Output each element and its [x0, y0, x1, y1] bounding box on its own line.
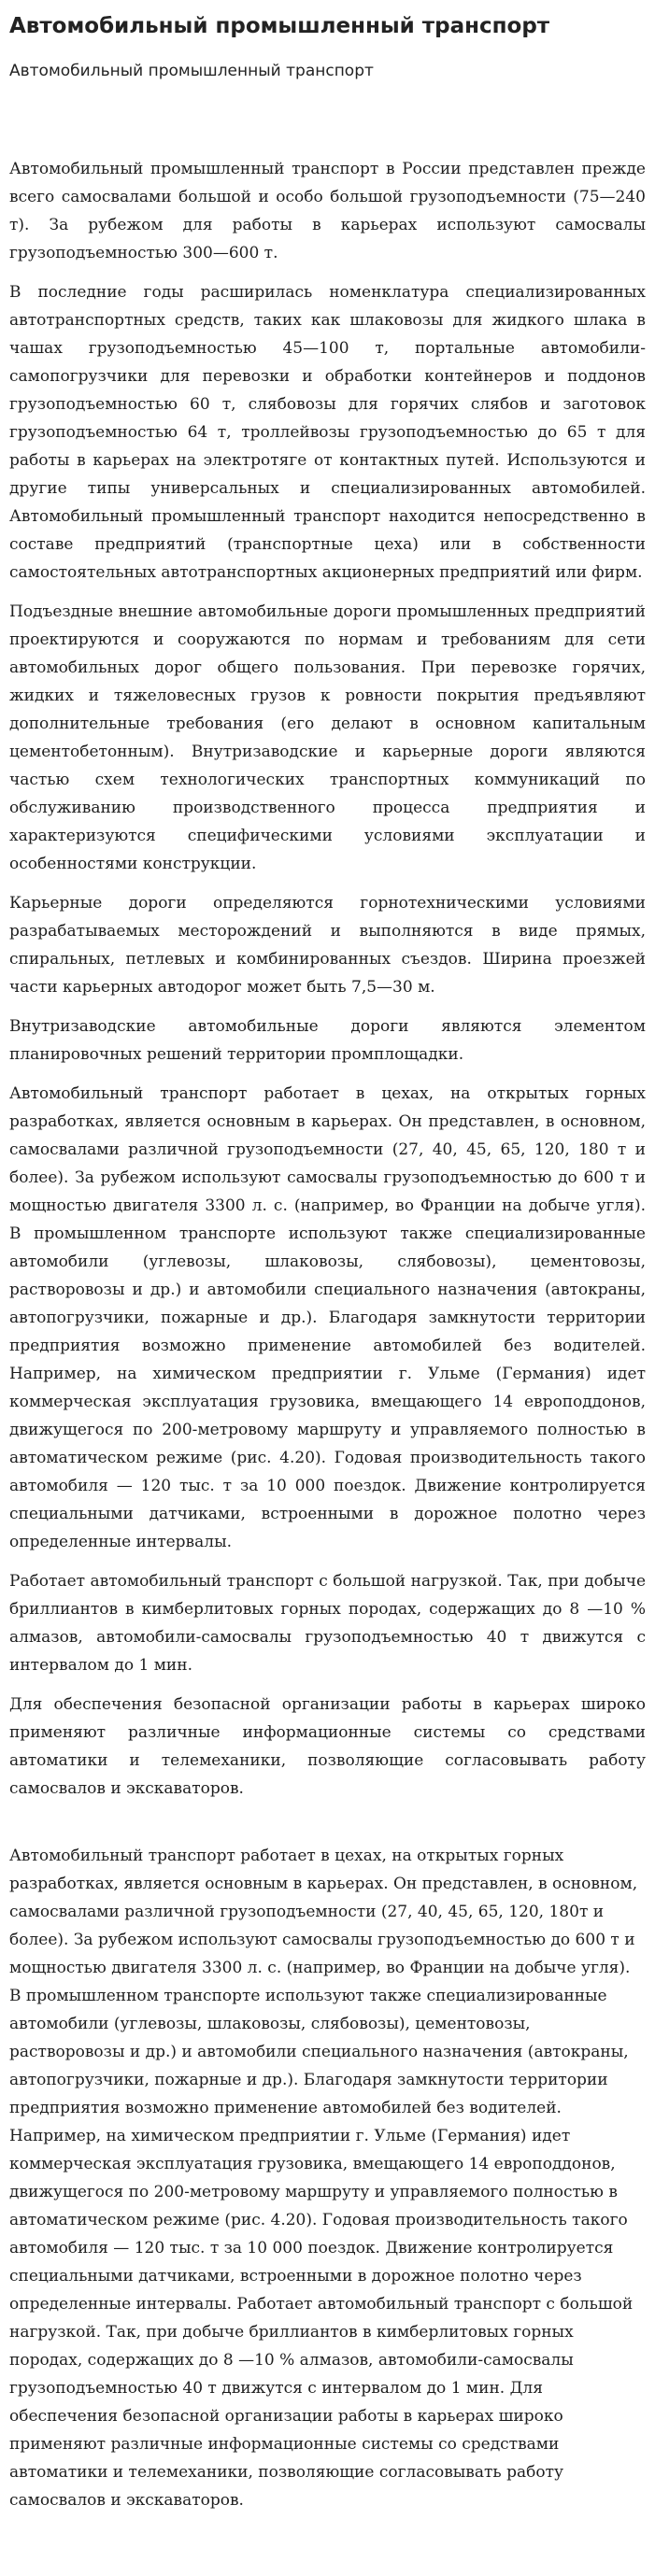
article-body-justified	[9, 155, 646, 1803]
paragraph: В последние годы расширилась номенклатура специализированных автотранспортных средств, таких как шлаковозы для жидкого шлака в чашах грузоподъемностью 45—100 т, портальные автомобили-самопогрузчики для перевозки и обработки контейнеров и поддонов грузоподъемностью 60 т, слябовозы для горячих слябов и заготовок грузоподъемностью 64 т, троллейвозы грузоподъемностью до 65 т для работы в карьерах на электротяге от контактных путей. Используются и другие типы универсальных и специализированных автомобилей. Автомобильный промышленный транспорт находится непосредственно в составе предприятий (транспортные цеха) или в собственности самостоятельных автотранспортных акционерных предприятий или фирм.	[9, 283, 646, 582]
paragraph: Автомобильный транспорт работает в цехах, на открытых горных разработках, является основным в карьерах. Он представлен, в основном, самосвалами различной грузоподъемности (27, 40, 45, 65, 120, 180 т и более). За рубежом используют самосвалы грузоподъемностью до 600 т и мощностью двигателя 3300 л. с. (например, во Франции на добыче угля). В промышленном транспорте используют также специализированные автомобили (углевозы, шлаковозы, слябовозы), цементовозы, растворовозы и др.) и автомобили специального назначения (автокраны, автопогрузчики, пожарные и др.). Благодаря замкнутости территории предприятия возможно применение автомобилей без водителей. Например, на химическом предприятии г. Ульме (Германия) идет коммерческая эксплуатация грузовика, вмещающего 14 европоддонов, движущегося по 200-метровому маршруту и управляемого полностью в автоматическом режиме (рис. 4.20). Годовая производительность такого автомобиля — 120 тыс. т за 10 000 поездок. Движение контролируется специальными датчиками, встроенными в дорожное полотно через определенные интервалы.	[9, 1084, 646, 1551]
section-gap	[9, 1814, 646, 1842]
page-title: Автомобильный промышленный транспорт	[9, 14, 550, 38]
paragraph: Карьерные дороги определяются горнотехническими условиями разрабатываемых месторождений и выполняются в виде прямых, спиральных, петлевых и комбинированных съездов. Ширина проезжей части карьерных автодорог может быть 7,5—30 м.	[9, 894, 646, 997]
paragraph: Автомобильный транспорт работает в цехах, на открытых горных разработках, является основным в карьерах. Он представлен, в основном, самосвалами различной грузоподъемности (27, 40, 45, 65, 120, 180т и более). За рубежом используют самосвалы грузоподъемностью до 600 т и мощностью двигателя 3300 л. с. (например, во Франции на добыче угля). В промышленном транспорте используют также специализированные автомобили (углевозы, шлаковозы, слябовозы), цементовозы, растворовозы и др.) и автомобили специального назначения (автокраны, автопогрузчики, пожарные и др.). Благодаря замкнутости территории предприятия возможно применение автомобилей без водителей. Например, на химическом предприятии г. Ульме (Германия) идет коммерческая эксплуатация грузовика, вмещающего 14 европоддонов, движущегося по 200-метровому маршруту и управляемого полностью в автоматическом режиме (рис. 4.20). Годовая производительность такого автомобиля — 120 тыс. т за 10 000 поездок. Движение контролируется специальными датчиками, встроенными в дорожное полотно через определенные интервалы. Работает автомобильный транспорт с большой нагрузкой. Так, при добыче бриллиантов в кимберлитовых горных породах, содержащих до 8 —10 % алмазов, автомобили-самосвалы грузоподъемностью 40 т движутся с интервалом до 1 мин. Для обеспечения безопасной организации работы в карьерах широко применяют различные информационные системы со средствами автоматики и телемеханики, позволяющие согласовывать работу самосвалов и экскаваторов.	[9, 1847, 638, 2510]
paragraph: Работает автомобильный транспорт с большой нагрузкой. Так, при добыче бриллиантов в кимберлитовых горных породах, содержащих до 8 —10 % алмазов, автомобили-самосвалы грузоподъемностью 40 т движутся с интервалом до 1 мин.	[9, 1572, 646, 1675]
paragraph: Внутризаводские автомобильные дороги являются элементом планировочных решений территории промплощадки.	[9, 1017, 646, 1064]
article-body-plain	[9, 1842, 646, 2514]
paragraph: Для обеспечения безопасной организации работы в карьерах широко применяют различные информационные системы со средствами автоматики и телемеханики, позволяющие согласовывать работу самосвалов и экскаваторов.	[9, 1695, 646, 1798]
paragraph: Подъездные внешние автомобильные дороги промышленных предприятий проектируются и сооружаются по нормам и требованиям для сети автомобильных дорог общего пользования. При перевозке горячих, жидких и тяжеловесных грузов к ровности покрытия предъявляют дополнительные требования (его делают в основном капитальным цементобетонным). Внутризаводские и карьерные дороги являются частью схем технологических транспортных коммуникаций по обслуживанию производственного процесса предприятия и характеризуются специфическими условиями эксплуатации и особенностями конструкции.	[9, 602, 646, 873]
paragraph: Автомобильный промышленный транспорт в России представлен прежде всего самосвалами большой и особо большой грузоподъемности (75—240 т). За рубежом для работы в карьерах используют самосвалы грузоподъемностью 300—600 т.	[9, 160, 646, 262]
page-subtitle: Автомобильный промышленный транспорт	[9, 62, 374, 80]
